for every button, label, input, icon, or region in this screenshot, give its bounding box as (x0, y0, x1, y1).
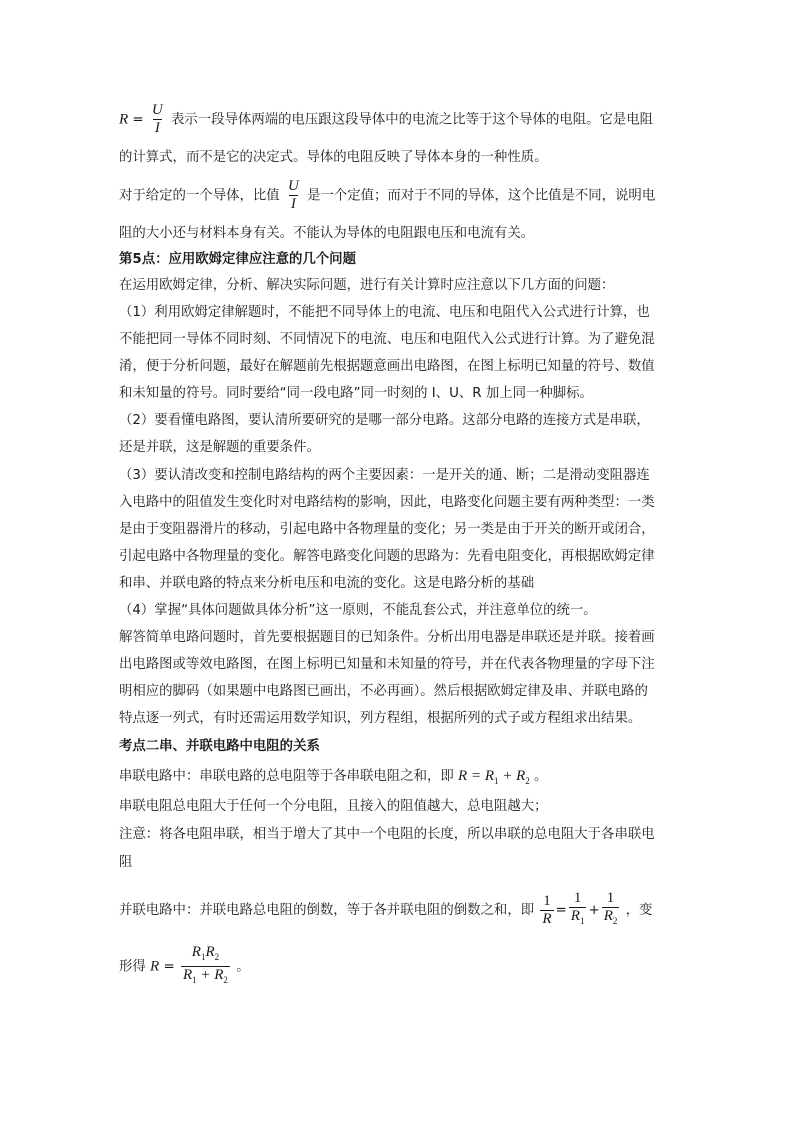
item3-line: 和串、并联电路的特点来分析电压和电流的变化。这是电路分析的基础 (119, 576, 535, 591)
formula-numerator: U (151, 102, 163, 118)
solve-line: 明相应的脚码（如果题中电路图已画出，不必再画）。然后根据欧姆定律及串、并联电路的 (119, 684, 648, 699)
item1-line: 淆，便于分析问题，最好在解题前先根据题意画出电路图，在图上标明已知量的符号、数值 (119, 359, 655, 374)
formula-r: R (150, 958, 160, 975)
text: 。 (236, 959, 250, 975)
series-line2: 串联电阻总电阻大于任何一个分电阻，且接入的阻值越大，总电阻越大； (119, 799, 548, 814)
series-note-line1: 注意：将各电阻串联，相当于增大了其中一个电阻的长度，所以串联的总电阻大于各串联电 (119, 827, 655, 842)
text: 形得 (119, 959, 146, 975)
section-heading: 考点二串、并联电路中电阻的关系 (119, 739, 320, 754)
text: 是一个定值；而对于不同的导体，这个比值是不同，说明电 (307, 188, 656, 204)
solve-line: 出电路图或等效电路图，在图上标明已知量和未知量的符号，并在代表各物理量的字母下注 (119, 657, 655, 672)
item3-line: 入电路中的阻值发生变化时对电路结构的影响，因此，电路变化问题主要有两种类型：一类 (119, 495, 655, 510)
section-heading: 第5点：应用欧姆定律应注意的几个问题 (119, 252, 356, 267)
item4-line: （4）掌握“具体问题做具体分析”这一原则，不能乱套公式，并注意单位的统一。 (119, 603, 597, 618)
formula-u-over-i (150, 102, 165, 137)
parallel-line1: 并联电路中：并联电路总电阻的倒数，等于各并联电阻的倒数之和，即 $\frac{1}{R}$ = $\frac{1}{R_1}$ + $\frac{1}{R_2}$ ，变 (119, 890, 679, 930)
solve-line: 特点逐一列式，有时还需运用数学知识，列方程组，根据所列的式子或方程组求出结果。 (119, 711, 642, 726)
item2-line: 还是并联，这是解题的重要条件。 (119, 440, 320, 455)
series-formula: $R = R_1 + R_2$ (458, 768, 530, 786)
item3-line: 是由于变阻器滑片的移动，引起电路中各物理量的变化；另一类是由于开关的断开或闭合， (119, 522, 655, 537)
parallel-line2: 形得 R = $\frac{R_1R_2}{R_1 + R_2}$ 。 (119, 944, 679, 989)
para-ohm-line2: 的计算式，而不是它的决定式。导体的电阻反映了导体本身的一种性质。 (119, 150, 548, 165)
solve-line: 解答简单电路问题时，首先要根据题目的已知条件。分析出用电器是串联还是并联。接着画 (119, 630, 655, 645)
item1-line: 和未知量的符号。同时要给“同一段电路”同一时刻的 I、U、R 加上同一种脚标。 (119, 386, 593, 401)
para-ratio-line1 (119, 178, 679, 213)
item1-line: 不能把同一导体不同时刻、不同情况下的电流、电压和电阻代入公式进行计算。为了避免混 (119, 332, 655, 347)
formula-u-over-i (286, 178, 301, 213)
formula-denominator: I (154, 120, 160, 136)
text: 。 (534, 769, 548, 784)
item3-line: （3）要认清改变和控制电路结构的两个主要因素：一是开关的通、断；二是滑动变阻器连 (119, 468, 650, 483)
series-line1 (119, 766, 679, 791)
formula-product-over-sum: $\frac{R_1R_2}{R_1 + R_2}$ (181, 944, 230, 989)
text: ，变 (625, 903, 653, 918)
text: 对于给定的一个导体，比值 (119, 188, 280, 204)
series-note-line2: 阻 (119, 855, 133, 870)
para-ratio-line2: 阻的大小还与材料本身有关。不能认为导体的电阻跟电压和电流有关。 (119, 226, 535, 241)
formula-denominator: I (290, 196, 296, 212)
text: 并联电路中：并联电路总电阻的倒数，等于各并联电阻的倒数之和，即 (119, 903, 535, 918)
intro-text: 在运用欧姆定律，分析、解决实际问题，进行有关计算时应注意以下几方面的问题： (119, 278, 615, 293)
item1-line: （1）利用欧姆定律解题时，不能把不同导体上的电流、电压和电阻代入公式进行计算，也 (119, 305, 650, 320)
para-ohm-formula-line1: R = $\frac{U}{I}$ 表示一段导体两端的电压跟这段导体中的电流之比等于这个导体的电阻。它是电阻 (119, 102, 654, 136)
formula-one-over-r2: $\frac{1}{R_2}$ (602, 890, 620, 930)
formula-numerator: U (287, 178, 299, 194)
formula-r: R (119, 111, 129, 128)
item3-line: 引起电路中各物理量的变化。解答电路变化问题的思路为：先看电阻变化，再根据欧姆定律 (119, 549, 655, 564)
formula-one-over-r1: $\frac{1}{R_1}$ (569, 890, 587, 930)
formula-one-over-r: $\frac{1}{R}$ (542, 892, 552, 927)
text: 表示一段导体两端的电压跟这段导体中的电流之比等于这个导体的电阻。它是电阻 (171, 112, 654, 128)
text: 串联电路中：串联电路的总电阻等于各串联电阻之和，即 (119, 769, 454, 784)
item2-line: （2）要看懂电路图，要认清所要研究的是哪一部分电路。这部分电路的连接方式是串联， (119, 413, 650, 428)
